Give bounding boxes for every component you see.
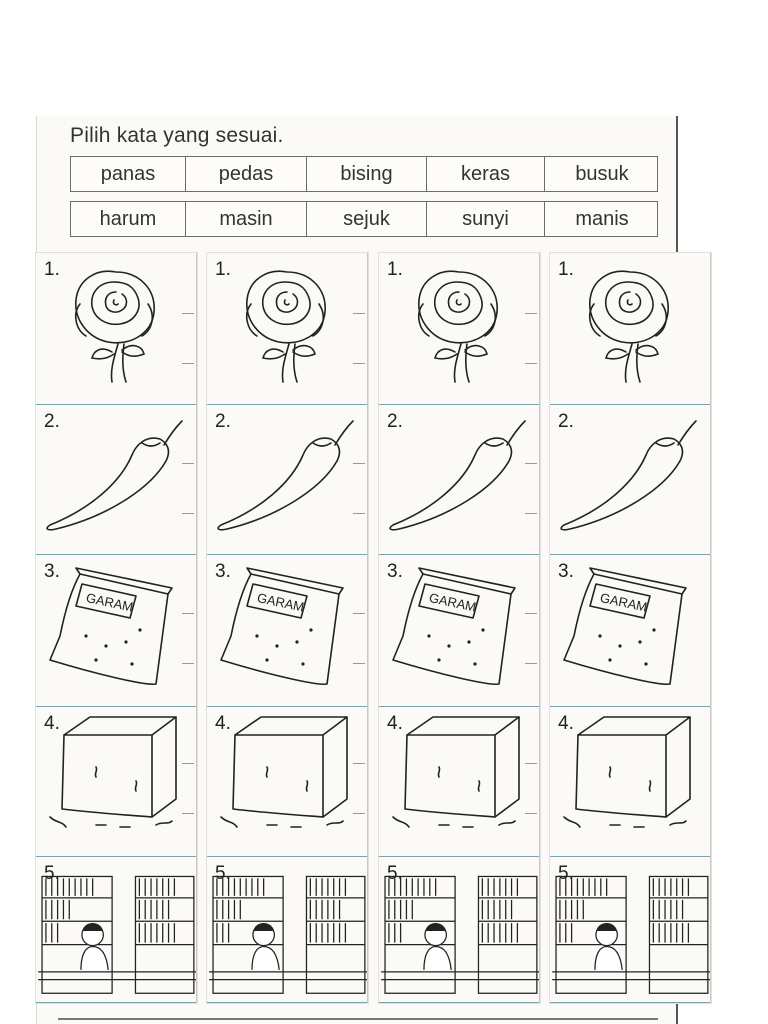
item-number: 5. <box>558 863 574 884</box>
item-number: 1. <box>215 259 231 280</box>
item-number: 5. <box>44 863 60 884</box>
chili-icon <box>379 405 539 555</box>
picture-item <box>550 555 710 707</box>
svg-text:GARAM: GARAM <box>427 589 478 615</box>
item-number: 2. <box>44 411 60 432</box>
word-bank-row-2 <box>70 201 658 237</box>
chili-icon <box>207 405 367 555</box>
answer-line-fragment <box>353 813 365 814</box>
chili-icon <box>550 405 710 555</box>
picture-item <box>207 857 367 1003</box>
word-bank-cell: sunyi <box>427 202 545 236</box>
word-bank-cell: manis <box>575 207 629 230</box>
item-number: 2. <box>387 411 403 432</box>
answer-line-fragment <box>182 363 194 364</box>
picture-item <box>207 707 367 857</box>
item-number: 4. <box>387 713 403 734</box>
library-icon <box>36 857 196 1003</box>
item-number: 1. <box>387 259 403 280</box>
library-icon <box>550 857 710 1003</box>
picture-item <box>550 405 710 555</box>
ice-block-icon <box>207 707 367 857</box>
picture-item <box>379 253 539 405</box>
answer-line-fragment <box>525 813 537 814</box>
ice-block-icon <box>379 707 539 857</box>
item-number: 4. <box>558 713 574 734</box>
answer-line-fragment <box>525 663 537 664</box>
answer-line-fragment <box>525 763 537 764</box>
item-number: 4. <box>215 713 231 734</box>
answer-line-fragment <box>525 613 537 614</box>
picture-strip <box>207 253 368 1003</box>
item-number: 3. <box>558 561 574 582</box>
answer-line-fragment <box>353 363 365 364</box>
answer-line-fragment <box>182 813 194 814</box>
answer-line-fragment <box>525 363 537 364</box>
word-bank-cell: bising <box>307 157 427 191</box>
word-bank-cell: sejuk <box>307 202 427 236</box>
answer-line-fragment <box>182 613 194 614</box>
picture-item <box>550 857 710 1003</box>
item-number: 5. <box>387 863 403 884</box>
rose-icon <box>550 253 710 405</box>
svg-text:GARAM: GARAM <box>598 589 649 615</box>
item-number: 3. <box>215 561 231 582</box>
picture-item <box>36 555 196 707</box>
chili-icon <box>36 405 196 555</box>
picture-item <box>379 405 539 555</box>
answer-line-fragment <box>182 763 194 764</box>
picture-item <box>550 707 710 857</box>
picture-item <box>550 253 710 405</box>
answer-line-fragment <box>353 663 365 664</box>
answer-line-fragment <box>353 763 365 764</box>
item-number: 2. <box>215 411 231 432</box>
item-number: 4. <box>44 713 60 734</box>
picture-item <box>36 405 196 555</box>
item-number: 1. <box>558 259 574 280</box>
answer-line-fragment <box>182 513 194 514</box>
answer-line-fragment <box>182 663 194 664</box>
word-bank-cell: masin <box>186 202 307 236</box>
answer-line-fragment <box>525 513 537 514</box>
word-bank-cell: busuk <box>575 162 629 185</box>
answer-line-fragment <box>353 463 365 464</box>
picture-item <box>207 253 367 405</box>
picture-item <box>379 555 539 707</box>
picture-item <box>207 405 367 555</box>
picture-item <box>36 857 196 1003</box>
picture-item <box>36 707 196 857</box>
svg-text:GARAM: GARAM <box>84 589 135 615</box>
answer-line-fragment <box>525 463 537 464</box>
picture-item <box>207 555 367 707</box>
answer-line-fragment <box>353 313 365 314</box>
rose-icon <box>36 253 196 405</box>
answer-line-fragment <box>353 613 365 614</box>
picture-strip <box>550 253 711 1003</box>
item-number: 1. <box>44 259 60 280</box>
word-bank-cell: keras <box>427 157 545 191</box>
library-icon <box>207 857 367 1003</box>
item-number: 2. <box>558 411 574 432</box>
ice-block-icon <box>36 707 196 857</box>
svg-text:GARAM: GARAM <box>255 589 306 615</box>
salt-bag-icon <box>550 555 710 707</box>
answer-line-fragment <box>182 463 194 464</box>
word-bank-cell: pedas <box>186 157 307 191</box>
picture-item <box>379 707 539 857</box>
picture-item <box>36 253 196 405</box>
ice-block-icon <box>550 707 710 857</box>
word-bank-cell: harum <box>71 202 186 236</box>
picture-strip <box>379 253 540 1003</box>
page-bottom-rule <box>58 1018 658 1020</box>
library-icon <box>379 857 539 1003</box>
rose-icon <box>207 253 367 405</box>
salt-bag-icon <box>379 555 539 707</box>
salt-bag-icon <box>36 555 196 707</box>
word-bank-row-1 <box>70 156 658 192</box>
rose-icon <box>379 253 539 405</box>
answer-line-fragment <box>525 313 537 314</box>
picture-item <box>379 857 539 1003</box>
item-number: 3. <box>387 561 403 582</box>
salt-bag-icon <box>207 555 367 707</box>
picture-strip <box>36 253 197 1003</box>
answer-line-fragment <box>353 513 365 514</box>
instruction-text: Pilih kata yang sesuai. <box>70 124 284 147</box>
item-number: 5. <box>215 863 231 884</box>
item-number: 3. <box>44 561 60 582</box>
answer-line-fragment <box>182 313 194 314</box>
word-bank-cell: panas <box>71 157 186 191</box>
